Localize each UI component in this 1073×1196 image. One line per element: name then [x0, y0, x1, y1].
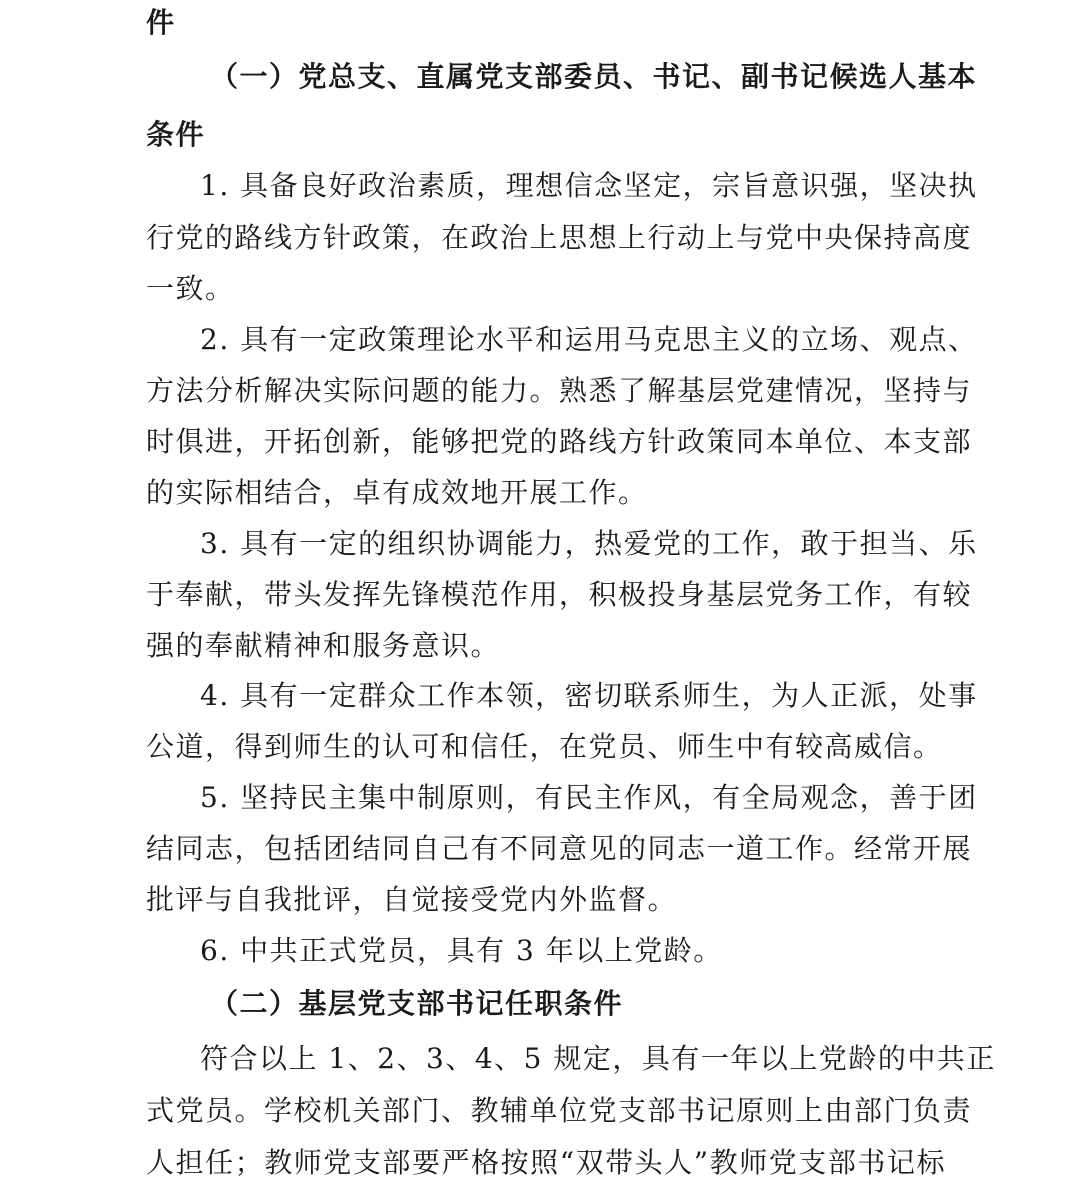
item-5-line-1: 5. 坚持民主集中制原则，有民主作风，有全局观念，善于团 — [200, 781, 978, 814]
item-1-line-3: 一致。 — [146, 272, 235, 305]
item-3-line-2: 于奉献，带头发挥先锋模范作用，积极投身基层党务工作，有较 — [146, 578, 973, 611]
item-2-line-3: 时俱进，开拓创新，能够把党的路线方针政策同本单位、本支部 — [146, 425, 973, 458]
heading-1-line-1: （一）党总支、直属党支部委员、书记、副书记候选人基本 — [210, 60, 978, 93]
item-4-line-1: 4. 具有一定群众工作本领，密切联系师生，为人正派，处事 — [200, 679, 978, 712]
item-1-line-1: 1. 具备良好政治素质，理想信念坚定，宗旨意识强，坚决执 — [200, 169, 978, 202]
item-4-line-2: 公道，得到师生的认可和信任，在党员、师生中有较高威信。 — [146, 730, 943, 763]
final-paragraph-line-3: 人担任；教师党支部要严格按照“双带头人”教师党支部书记标 — [146, 1146, 946, 1179]
item-3-line-1: 3. 具有一定的组织协调能力，热爱党的工作，敢于担当、乐 — [200, 527, 978, 560]
heading-2-line-1: （二）基层党支部书记任职条件 — [210, 987, 624, 1020]
continued-fragment: 件 — [146, 6, 176, 39]
item-5-line-3: 批评与自我批评，自觉接受党内外监督。 — [146, 883, 678, 916]
item-5-line-2: 结同志，包括团结同自己有不同意见的同志一道工作。经常开展 — [146, 832, 973, 865]
heading-1-line-2: 条件 — [146, 118, 206, 151]
item-1-line-2: 行党的路线方针政策，在政治上思想上行动上与党中央保持高度 — [146, 221, 973, 254]
item-3-line-3: 强的奉献精神和服务意识。 — [146, 629, 501, 662]
item-2-line-1: 2. 具有一定政策理论水平和运用马克思主义的立场、观点、 — [200, 323, 978, 356]
item-2-line-2: 方法分析解决实际问题的能力。熟悉了解基层党建情况，坚持与 — [146, 374, 973, 407]
final-paragraph-line-2: 式党员。学校机关部门、教辅单位党支部书记原则上由部门负责 — [146, 1094, 973, 1127]
final-paragraph-line-1: 符合以上 1、2、3、4、5 规定，具有一年以上党龄的中共正 — [200, 1042, 996, 1075]
item-2-line-4: 的实际相结合，卓有成效地开展工作。 — [146, 476, 648, 509]
item-6-line-1: 6. 中共正式党员，具有 3 年以上党龄。 — [200, 934, 723, 967]
